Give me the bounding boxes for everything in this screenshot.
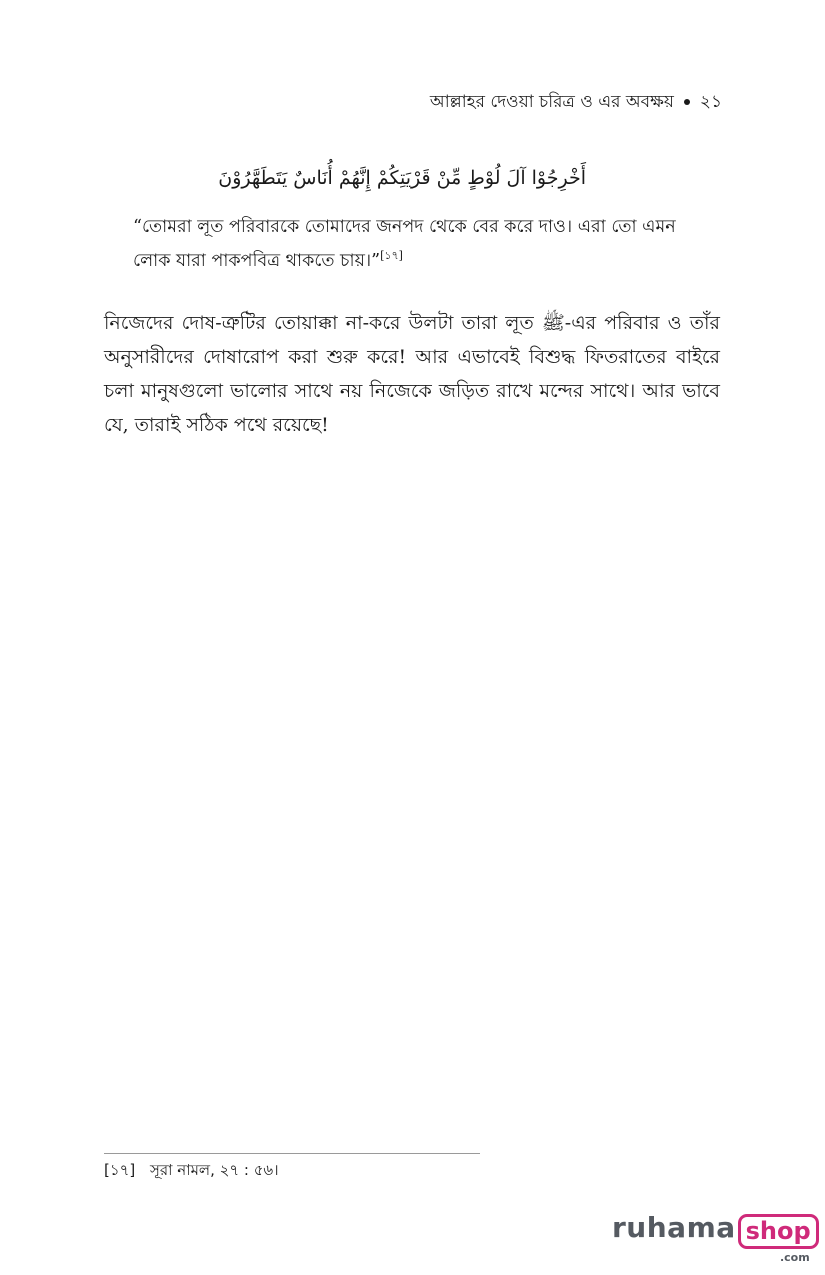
logo-shop-badge [738, 1214, 819, 1264]
verse-translation [133, 210, 713, 278]
bullet-separator [684, 99, 690, 105]
quote-text: “তোমরা লূত পরিবারকে তোমাদের জনপদ থেকে বের করে দাও। এরা তো এমন লোক যারা পাকপবিত্র থাকতে চায়।” [133, 217, 676, 271]
logo-brand-text: ruhama [612, 1211, 736, 1244]
footnote-text: সূরা নামল, ২৭ : ৫৬। [149, 1161, 279, 1179]
arabic-verse: أَخْرِجُوْا آلَ لُوْطٍ مِّنْ قَرْيَتِكُمْ إِنَّهُمْ أُنَاسٌ يَتَطَهَّرُوْنَ [218, 167, 586, 189]
logo-shop-text: shop [745, 1217, 811, 1245]
body-paragraph: নিজেদের দোষ-ত্রুটির তোয়াক্কা না-করে উলটা তারা লূত ﷺ-এর পরিবার ও তাঁর অনুসারীদের দোষারোপ করা শুরু করে! আর এভাবেই বিশুদ্ধ ফিতরাতের বাইরে চলা মানুষগুলো ভালোর সাথে নয় নিজেকে জড়িত রাখে মন্দের সাথে। আর ভাবে যে, তারাই সঠিক পথে রয়েছে! [104, 312, 720, 436]
footnote [104, 1158, 279, 1182]
footnote-reference[interactable]: [১৭] [380, 249, 403, 263]
page-number: ২১ [699, 92, 722, 112]
footnote-number: [১৭] [104, 1161, 136, 1179]
chapter-title: আল্লাহর দেওয়া চরিত্র ও এর অবক্ষয় [429, 92, 674, 112]
logo-domain-text: .com [779, 1251, 810, 1264]
ruhamashop-logo [612, 1208, 819, 1264]
footnote-divider [104, 1153, 480, 1154]
running-header [430, 90, 722, 114]
